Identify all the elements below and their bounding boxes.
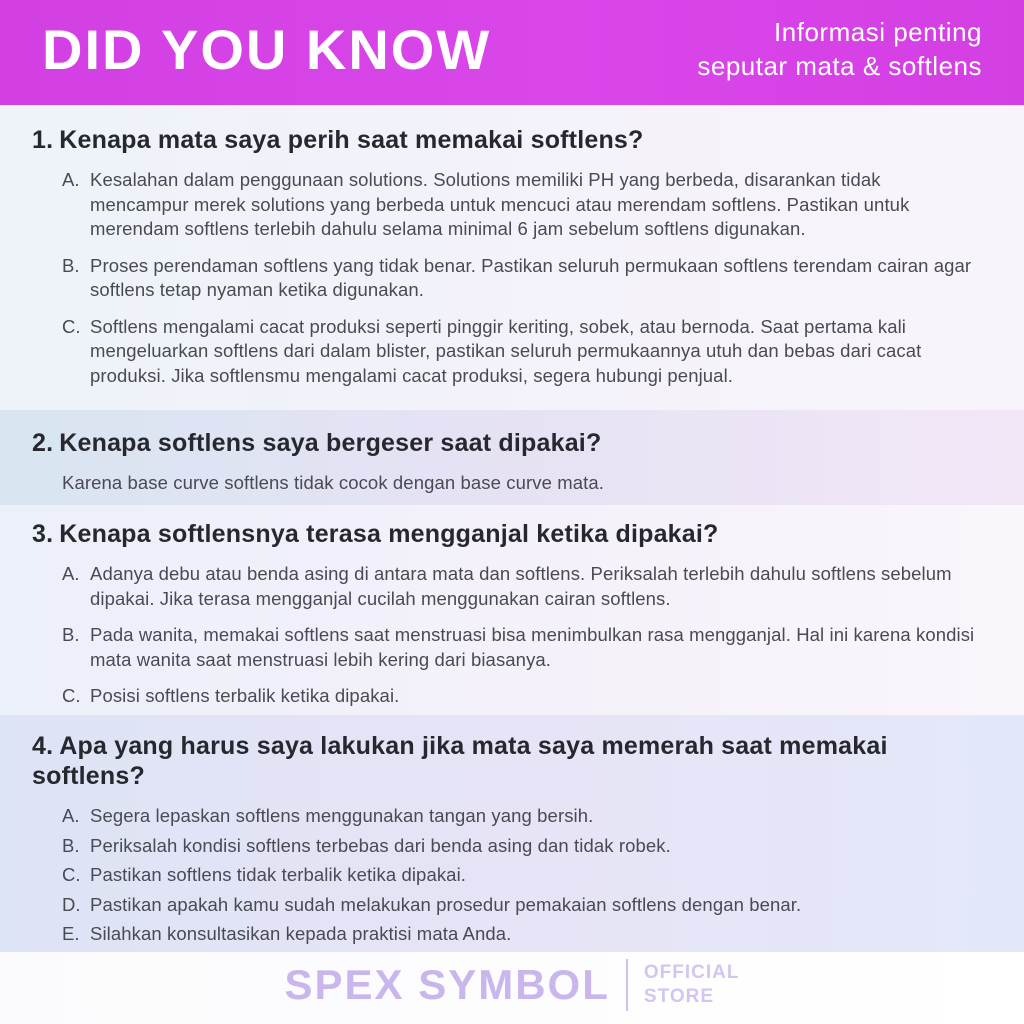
answer-item <box>62 623 976 672</box>
answer-item <box>62 804 976 829</box>
answer-item <box>62 315 976 389</box>
official-store-label <box>644 961 740 1009</box>
question-section-4 <box>0 715 1024 952</box>
question-3-number: 3. <box>32 520 54 548</box>
answer-text: Silahkan konsultasikan kepada praktisi mata Anda. <box>90 923 512 944</box>
question-1-heading <box>32 125 980 155</box>
question-4-number: 4. <box>32 732 54 760</box>
question-2-answers <box>32 471 980 496</box>
footer <box>0 952 1024 1024</box>
answer-text: Segera lepaskan softlens menggunakan tangan yang bersih. <box>90 805 594 826</box>
page-title: DID YOU KNOW <box>42 17 492 81</box>
answer-item <box>62 471 976 496</box>
question-3-heading <box>32 519 980 549</box>
answer-text: Karena base curve softlens tidak cocok dengan base curve mata. <box>62 472 604 493</box>
official-store-line1: OFFICIAL <box>643 962 740 983</box>
answer-label: A. <box>62 169 80 190</box>
answer-item <box>62 254 976 303</box>
answer-label: D. <box>62 893 81 915</box>
answer-item <box>62 834 976 859</box>
answer-item <box>62 562 976 611</box>
question-1-number: 1. <box>32 126 54 154</box>
answer-text: Softlens mengalami cacat produksi seperti pinggir keriting, sobek, atau bernoda. Saat pertama kali mengeluarkan softlens dari dalam blister, pastikan seluruh permukaannya utuh dan bebas dari cacat produksi. Jika softlensmu mengalami cacat produksi, segera hubungi penjual. <box>90 315 922 386</box>
answer-text: Pastikan softlens tidak terbalik ketika dipakai. <box>90 864 467 885</box>
answer-item <box>62 922 976 947</box>
answer-label: B. <box>62 254 80 276</box>
question-4-heading <box>32 731 980 791</box>
answer-text: Kesalahan dalam penggunaan solutions. Solutions memiliki PH yang berbeda, disarankan tidak mencampur merek solutions yang berbeda untuk mencuci atau merendam softlens. Pastikan untuk merendam softlens terlebih dahulu selama minimal 6 jam sebelum softlens digunakan. <box>90 169 910 239</box>
answer-text: Adanya debu atau benda asing di antara mata dan softlens. Periksalah terlebih dahulu softlens sebelum dipakai. Jika terasa mengganjal cucilah menggunakan cairan softlens. <box>90 563 952 609</box>
answer-label: C. <box>62 685 81 706</box>
question-2-heading <box>32 428 980 458</box>
answer-label: E. <box>62 923 80 944</box>
answer-label: B. <box>62 834 80 856</box>
answer-label: B. <box>62 624 80 645</box>
question-section-2 <box>0 410 1024 505</box>
answer-label: C. <box>62 315 81 337</box>
question-4-answers <box>32 804 980 947</box>
question-section-1 <box>0 105 1024 410</box>
question-2-number: 2. <box>32 429 54 457</box>
answer-label: A. <box>62 563 80 584</box>
answer-text: Pada wanita, memakai softlens saat menstruasi bisa menimbulkan rasa mengganjal. Hal ini karena kondisi mata wanita saat menstruasi lebih kering dari biasanya. <box>90 624 975 670</box>
answer-label: A. <box>62 805 80 826</box>
brand-logo-text: SPEX SYMBOL <box>284 960 610 1008</box>
question-2-text: Kenapa softlens saya bergeser saat dipakai? <box>59 429 602 457</box>
header-subtitle-line1: Informasi penting <box>774 16 982 47</box>
answer-item <box>62 893 976 918</box>
question-section-3 <box>0 505 1024 715</box>
answer-item <box>62 168 976 242</box>
question-1-answers <box>32 168 980 388</box>
official-store-line2: STORE <box>643 985 714 1007</box>
answer-text: Proses perendaman softlens yang tidak benar. Pastikan seluruh permukaan softlens terendam cairan agar softlens tetap nyaman ketika digunakan. <box>90 254 972 300</box>
answer-item <box>62 863 976 888</box>
footer-divider <box>626 959 628 1011</box>
question-1-text: Kenapa mata saya perih saat memakai softlens? <box>59 126 644 154</box>
header-banner <box>0 0 1024 105</box>
answer-item <box>62 684 976 709</box>
answer-text: Periksalah kondisi softlens terbebas dari benda asing dan tidak robek. <box>90 834 671 856</box>
question-3-answers <box>32 562 980 709</box>
answer-text: Pastikan apakah kamu sudah melakukan prosedur pemakaian softlens dengan benar. <box>90 893 802 915</box>
answer-text: Posisi softlens terbalik ketika dipakai. <box>90 685 400 706</box>
question-3-text: Kenapa softlensnya terasa mengganjal ketika dipakai? <box>59 520 719 548</box>
header-subtitle-line2: seputar mata & softlens <box>697 50 982 81</box>
question-4-text: Apa yang harus saya lakukan jika mata saya memerah saat memakai softlens? <box>32 732 888 790</box>
answer-label: C. <box>62 864 81 885</box>
header-subtitle <box>697 16 982 84</box>
